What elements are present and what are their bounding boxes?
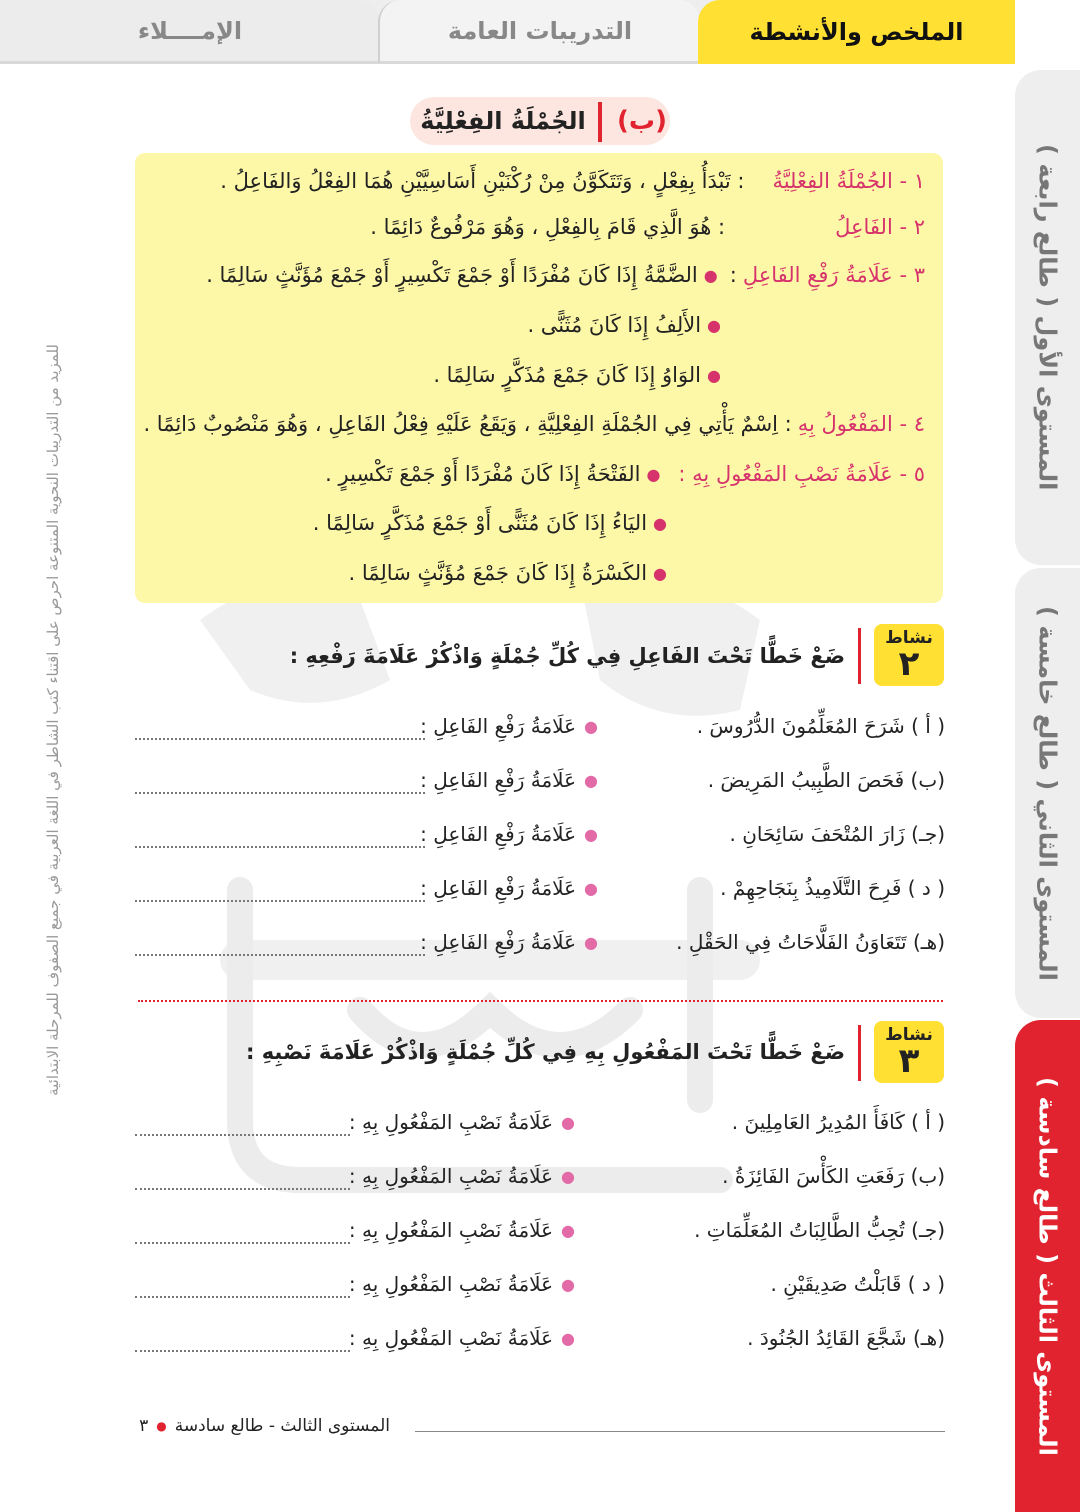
answer-line[interactable] [135,1134,350,1136]
page-footer: المستوى الثالث - طالع سادسة ● ٣ [139,1416,390,1436]
answer-line[interactable] [135,1242,350,1244]
bullet-icon: ● [584,716,598,736]
activity-3-bar [858,1025,861,1081]
activity-3-item-d: ( د ) قَابَلْتُ صَدِيقَيْنِ . [770,1272,945,1296]
answer-line[interactable] [135,1188,350,1190]
level-tab-2[interactable]: المستوى الثاني ( طالع خامسة ) [1015,568,1080,1018]
bullet-icon: ● [584,824,598,844]
bullet-icon: ● [561,1328,575,1348]
tab-general-exercises[interactable]: التدريبات العامة [378,0,700,64]
section-badge: (ب) [617,106,667,136]
activity-3-item-e: (هـ) شَجَّعَ القَائِدُ الجُنُودَ . [747,1326,945,1350]
activity-2-item-c: (جـ) زَارَ المُتْحَفَ سَائِحَانِ . [729,822,945,846]
activity-3-badge: نشاط ٣ [874,1021,944,1083]
level-tab-1[interactable]: المستوى الأول ( طالع رابعة ) [1015,70,1080,565]
activity-3-answer-a: ● عَلَامَةُ نَصْبِ المَفْعُولِ بِهِ : [348,1110,575,1134]
page-number: ٣ [139,1416,149,1436]
activity-3-item-a: ( أ ) كَافَأَ المُدِيرُ العَامِلِينَ . [731,1110,945,1134]
summary-row-4: ٤ - المَفْعُولُ بِهِ : اِسْمٌ يَأْتِي فِي الجُمْلَةِ الفِعْلِيَّةِ ، وَيَقَعُ عَلَيْهِ فِعْلُ الفَاعِلِ ، وَهُوَ مَنْصُوبٌ دَائِمًا . [143,412,925,436]
bullet-icon: ● [703,265,718,285]
activity-2-item-e: (هـ) تَتَعَاوَنُ الفَلَّاحَاتُ فِي الحَقْلِ . [676,930,945,954]
answer-line[interactable] [135,846,425,848]
section-title: الجُمْلَةُ الفِعْلِيَّةُ [420,107,586,135]
summary-row-1: ١ - الجُمْلَةُ الفِعْلِيَّةُ : تَبْدَأُ بِفِعْلٍ ، وَتَتَكَوَّنُ مِنْ رُكْنَيْنِ أَسَاسِيَّيْنِ هُمَا الفِعْلُ وَالفَاعِلُ . [220,169,925,193]
activity-2-answer-d: ● عَلَامَةُ رَفْعِ الفَاعِلِ : [420,876,598,900]
activity-3-title: ضَعْ خَطًّا تَحْتَ المَفْعُولِ بِهِ فِي كُلِّ جُمْلَةٍ وَاذْكُرْ عَلَامَةَ نَصْبِهِ : [245,1040,845,1064]
answer-line[interactable] [135,792,425,794]
bullet-icon: ● [561,1166,575,1186]
summary-box [135,153,943,603]
summary-row-5c: ● الكَسْرَةُ إِذَا كَانَ جَمْعَ مُؤَنَّثٍ سَالِمًا . [348,561,667,585]
activity-3-answer-b: ● عَلَامَةُ نَصْبِ المَفْعُولِ بِهِ : [348,1164,575,1188]
summary-row-3: ٣ - عَلَامَةُ رَفْعِ الفَاعِلِ : ● الضَّمَّةُ إِذَا كَانَ مُفْرَدًا أَوْ جَمْعَ تَكْسِيرٍ أَوْ جَمْعَ مُؤَنَّثٍ سَالِمًا . [206,263,925,287]
tab-dictation[interactable]: الإمــــلاء [0,0,380,64]
bullet-icon: ● [584,932,598,952]
activity-2-title: ضَعْ خَطًّا تَحْتَ الفَاعِلِ فِي كُلِّ جُمْلَةٍ وَاذْكُرْ عَلَامَةَ رَفْعِهِ : [289,644,845,668]
activity-2-item-d: ( د ) فَرِحَ التَّلَامِيذُ بِنَجَاحِهِمْ . [720,876,945,900]
activity-2-answer-e: ● عَلَامَةُ رَفْعِ الفَاعِلِ : [420,930,598,954]
bullet-icon: ● [646,464,661,484]
activity-3-item-b: (ب) رَفَعَتِ الكَأْسَ الفَائِزَةُ . [722,1164,945,1188]
bullet-icon: ● [584,878,598,898]
activity-2-bar [858,628,861,684]
bullet-icon: ● [653,513,667,533]
activity-2-answer-a: ● عَلَامَةُ رَفْعِ الفَاعِلِ : [420,714,598,738]
bullet-icon: ● [653,563,667,583]
bullet-icon: ● [561,1274,575,1294]
footer-dot-icon: ● [156,1419,167,1433]
bullet-icon: ● [707,365,721,385]
activity-3-answer-e: ● عَلَامَةُ نَصْبِ المَفْعُولِ بِهِ : [348,1326,575,1350]
summary-row-3c: ● الوَاوُ إِذَا كَانَ جَمْعَ مُذَكَّرٍ سَالِمًا . [433,363,721,387]
bullet-icon: ● [561,1112,575,1132]
summary-row-2: ٢ - الفَاعِلُ : هُوَ الَّذِي قَامَ بِالفِعْلِ ، وَهُوَ مَرْفُوعٌ دَائِمًا . [370,215,925,239]
activity-2-badge: نشاط ٢ [874,624,944,686]
activity-3-answer-d: ● عَلَامَةُ نَصْبِ المَفْعُولِ بِهِ : [348,1272,575,1296]
activity-3-item-c: (جـ) تُحِبُّ الطَّالِبَاتُ المُعَلِّمَاتِ . [694,1218,945,1242]
summary-row-3b: ● الأَلِفُ إِذَا كَانَ مُثَنًّى . [527,313,721,337]
answer-line[interactable] [135,954,425,956]
bullet-icon: ● [561,1220,575,1240]
answer-line[interactable] [135,1350,350,1352]
summary-row-5b: ● اليَاءُ إِذَا كَانَ مُثَنًّى أَوْ جَمْعَ مُذَكَّرٍ سَالِمًا . [312,511,667,535]
level-tab-3[interactable]: المستوى الثالث ( طالع سادسة ) [1015,1020,1080,1512]
answer-line[interactable] [135,900,425,902]
section-divider [598,102,602,142]
summary-row-5: ٥ - عَلَامَةُ نَصْبِ المَفْعُولِ بِهِ : ● الفَتْحَةُ إِذَا كَانَ مُفْرَدًا أَوْ جَمْعَ تَكْسِيرٍ . [325,462,925,486]
activity-2-answer-b: ● عَلَامَةُ رَفْعِ الفَاعِلِ : [420,768,598,792]
answer-line[interactable] [135,1296,350,1298]
tab-summary-activities[interactable]: الملخص والأنشطة [698,0,1015,64]
activity-2-answer-c: ● عَلَامَةُ رَفْعِ الفَاعِلِ : [420,822,598,846]
activity-2-item-a: ( أ ) شَرَحَ المُعَلِّمُونَ الدُّرُوسَ . [696,714,945,738]
section-separator [138,1000,943,1002]
activity-3-answer-c: ● عَلَامَةُ نَصْبِ المَفْعُولِ بِهِ : [348,1218,575,1242]
answer-line[interactable] [135,738,425,740]
top-tab-bar [0,0,1015,64]
side-promo-note: للمزيد من التدريبات النحوية المتنوعة احرص على اقتناء كتب الشاطر في اللغة العربية في جميع الصفوف للمرحلة الابتدائية [44,344,62,1096]
bullet-icon: ● [584,770,598,790]
activity-2-item-b: (ب) فَحَصَ الطَّبِيبُ المَرِيضَ . [707,768,945,792]
footer-line [415,1431,945,1432]
bullet-icon: ● [707,315,721,335]
